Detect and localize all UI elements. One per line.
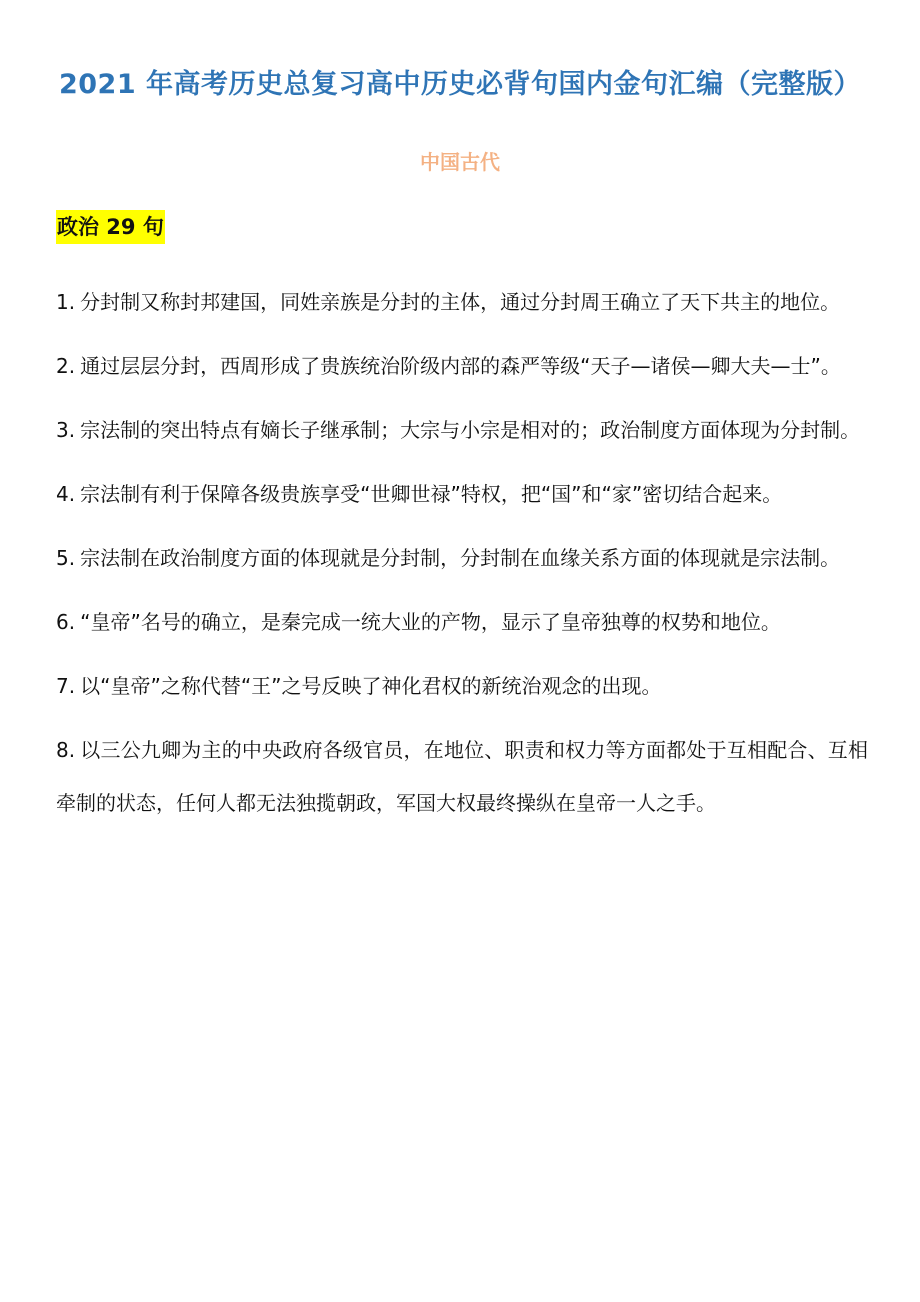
list-item bbox=[56, 404, 868, 457]
item-text: 以“皇帝”之称代替“王”之号反映了神化君权的新统治观念的出现。 bbox=[80, 674, 662, 698]
item-text: 宗法制在政治制度方面的体现就是分封制，分封制在血缘关系方面的体现就是宗法制。 bbox=[80, 546, 841, 570]
section-heading: 政治 29 句 bbox=[56, 210, 165, 244]
item-number: 8. bbox=[56, 738, 76, 762]
item-text: 宗法制的突出特点有嫡长子继承制；大宗与小宗是相对的；政治制度方面体现为分封制。 bbox=[80, 418, 861, 442]
item-number: 6. bbox=[56, 610, 76, 634]
item-number: 7. bbox=[56, 674, 76, 698]
list-item bbox=[56, 596, 868, 649]
item-number: 3. bbox=[56, 418, 76, 442]
list-item bbox=[56, 340, 868, 393]
item-list bbox=[56, 276, 868, 841]
item-text: 以三公九卿为主的中央政府各级官员，在地位、职责和权力等方面都处于互相配合、互相牵制的状态，任何人都无法独揽朝政，军国大权最终操纵在皇帝一人之手。 bbox=[56, 738, 868, 815]
item-text: “皇帝”名号的确立，是秦完成一统大业的产物，显示了皇帝独尊的权势和地位。 bbox=[80, 610, 781, 634]
list-item bbox=[56, 468, 868, 521]
list-item bbox=[56, 276, 868, 329]
item-text: 通过层层分封，西周形成了贵族统治阶级内部的森严等级“天子—诸侯—卿大夫—士”。 bbox=[80, 354, 841, 378]
item-number: 4. bbox=[56, 482, 76, 506]
item-number: 5. bbox=[56, 546, 76, 570]
list-item bbox=[56, 660, 868, 713]
item-text: 宗法制有利于保障各级贵族享受“世卿世禄”特权，把“国”和“家”密切结合起来。 bbox=[80, 482, 783, 506]
list-item bbox=[56, 532, 868, 585]
item-number: 2. bbox=[56, 354, 76, 378]
item-number: 1. bbox=[56, 290, 76, 314]
document-title: 2021 年高考历史总复习高中历史必背句国内金句汇编（完整版） bbox=[58, 69, 862, 100]
section-subtitle: 中国古代 bbox=[420, 150, 500, 174]
item-text: 分封制又称封邦建国，同姓亲族是分封的主体，通过分封周王确立了天下共主的地位。 bbox=[80, 290, 841, 314]
list-item bbox=[56, 724, 868, 830]
